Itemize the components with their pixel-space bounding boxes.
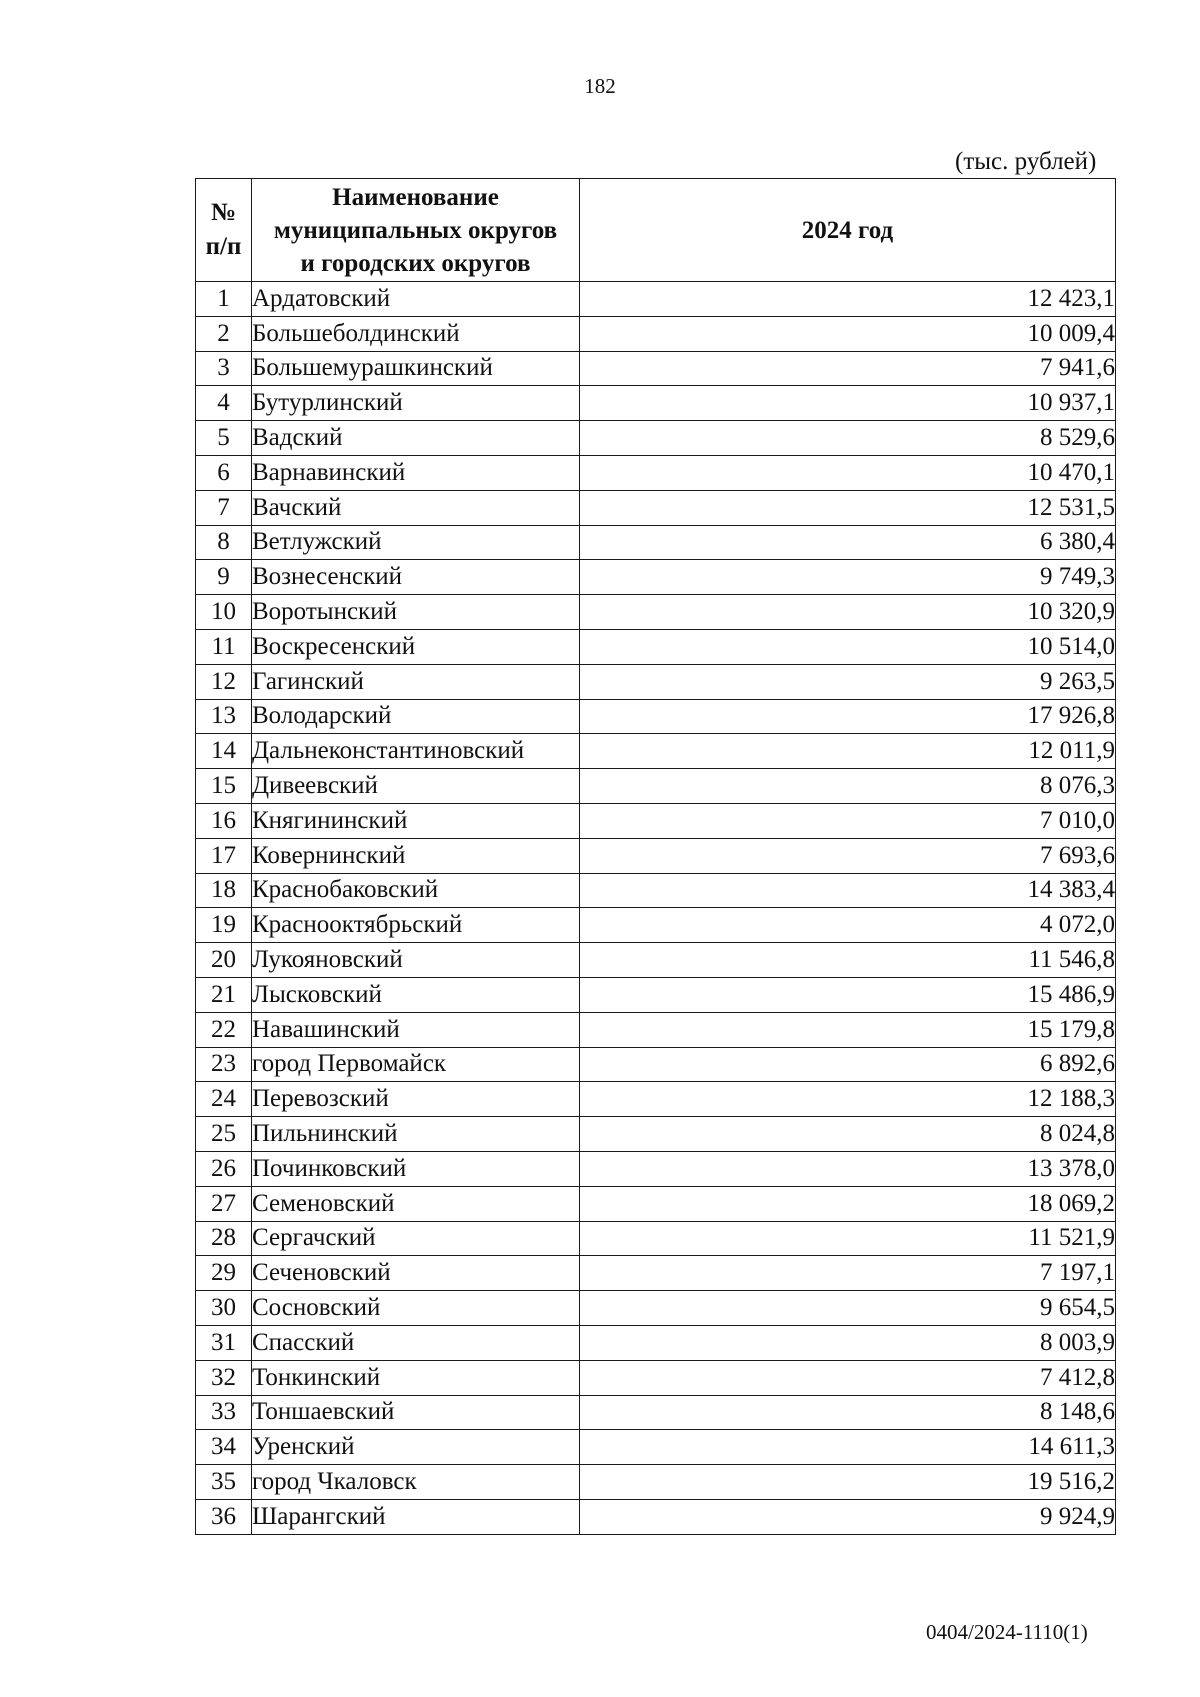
- row-value: 9 263,5: [580, 664, 1116, 699]
- table-row: [196, 1082, 1116, 1117]
- row-value: 11 546,8: [580, 943, 1116, 978]
- table-header: [196, 179, 1116, 282]
- header-value: 2024 год: [580, 179, 1116, 282]
- row-number: 5: [196, 421, 252, 456]
- row-value: 14 611,3: [580, 1430, 1116, 1465]
- row-name: Спасский: [252, 1325, 580, 1360]
- table-row: [196, 1430, 1116, 1465]
- table-row: [196, 490, 1116, 525]
- row-name: Перевозский: [252, 1082, 580, 1117]
- row-number: 15: [196, 769, 252, 804]
- row-name: Вачский: [252, 490, 580, 525]
- row-value: 9 654,5: [580, 1291, 1116, 1326]
- row-name: Большемурашкинский: [252, 351, 580, 386]
- table-row: [196, 1186, 1116, 1221]
- row-name: Дивеевский: [252, 769, 580, 804]
- row-number: 13: [196, 699, 252, 734]
- row-value: 8 529,6: [580, 421, 1116, 456]
- document-code: 0404/2024-1110(1): [926, 1620, 1088, 1644]
- row-name: Шарангский: [252, 1499, 580, 1534]
- row-number: 23: [196, 1047, 252, 1082]
- header-name: [252, 179, 580, 282]
- table-row: [196, 1395, 1116, 1430]
- budget-table: [195, 178, 1116, 1535]
- header-num-line: №: [210, 199, 237, 226]
- table-row: [196, 1151, 1116, 1186]
- row-value: 10 514,0: [580, 629, 1116, 664]
- row-number: 11: [196, 629, 252, 664]
- row-number: 8: [196, 525, 252, 560]
- row-number: 30: [196, 1291, 252, 1326]
- row-value: 13 378,0: [580, 1151, 1116, 1186]
- header-num-line: п/п: [205, 233, 242, 260]
- row-number: 26: [196, 1151, 252, 1186]
- row-number: 33: [196, 1395, 252, 1430]
- table-row: [196, 943, 1116, 978]
- row-number: 28: [196, 1221, 252, 1256]
- table-row: [196, 1465, 1116, 1500]
- row-name: Уренский: [252, 1430, 580, 1465]
- row-number: 16: [196, 803, 252, 838]
- table-row: [196, 908, 1116, 943]
- row-value: 9 749,3: [580, 560, 1116, 595]
- row-value: 12 423,1: [580, 282, 1116, 317]
- row-number: 4: [196, 386, 252, 421]
- table-row: [196, 1047, 1116, 1082]
- row-name: Большеболдинский: [252, 316, 580, 351]
- row-value: 4 072,0: [580, 908, 1116, 943]
- table-row: [196, 421, 1116, 456]
- table-row: [196, 838, 1116, 873]
- row-name: Княгининский: [252, 803, 580, 838]
- row-number: 6: [196, 455, 252, 490]
- table-body: [196, 282, 1116, 1535]
- row-name: Лысковский: [252, 977, 580, 1012]
- row-value: 12 531,5: [580, 490, 1116, 525]
- row-name: Ветлужский: [252, 525, 580, 560]
- row-number: 12: [196, 664, 252, 699]
- row-number: 20: [196, 943, 252, 978]
- table-row: [196, 873, 1116, 908]
- row-number: 1: [196, 282, 252, 317]
- row-value: 15 179,8: [580, 1012, 1116, 1047]
- row-name: Сеченовский: [252, 1256, 580, 1291]
- header-name-line: Наименование: [332, 183, 499, 211]
- row-value: 9 924,9: [580, 1499, 1116, 1534]
- row-name: Воротынский: [252, 595, 580, 630]
- table-row: [196, 977, 1116, 1012]
- row-number: 2: [196, 316, 252, 351]
- row-value: 7 412,8: [580, 1360, 1116, 1395]
- row-number: 18: [196, 873, 252, 908]
- table-row: [196, 595, 1116, 630]
- table-row: [196, 316, 1116, 351]
- table-row: [196, 560, 1116, 595]
- row-name: Володарский: [252, 699, 580, 734]
- row-name: Лукояновский: [252, 943, 580, 978]
- row-name: Починковский: [252, 1151, 580, 1186]
- table-row: [196, 664, 1116, 699]
- row-number: 10: [196, 595, 252, 630]
- table-row: [196, 734, 1116, 769]
- table-row: [196, 1117, 1116, 1152]
- table-row: [196, 386, 1116, 421]
- row-name: Ковернинский: [252, 838, 580, 873]
- row-name: Краснооктябрьский: [252, 908, 580, 943]
- row-value: 10 470,1: [580, 455, 1116, 490]
- row-number: 9: [196, 560, 252, 595]
- row-name: Ардатовский: [252, 282, 580, 317]
- row-number: 24: [196, 1082, 252, 1117]
- row-value: 8 076,3: [580, 769, 1116, 804]
- table-row: [196, 629, 1116, 664]
- table-row: [196, 455, 1116, 490]
- header-row: [196, 179, 1116, 282]
- row-value: 7 010,0: [580, 803, 1116, 838]
- row-value: 14 383,4: [580, 873, 1116, 908]
- row-number: 32: [196, 1360, 252, 1395]
- row-value: 12 188,3: [580, 1082, 1116, 1117]
- row-value: 7 197,1: [580, 1256, 1116, 1291]
- table-row: [196, 803, 1116, 838]
- row-number: 22: [196, 1012, 252, 1047]
- row-name: Вознесенский: [252, 560, 580, 595]
- row-value: 17 926,8: [580, 699, 1116, 734]
- row-name: Сергачский: [252, 1221, 580, 1256]
- row-name: город Первомайск: [252, 1047, 580, 1082]
- row-value: 19 516,2: [580, 1465, 1116, 1500]
- row-name: Краснобаковский: [252, 873, 580, 908]
- page-number: 182: [584, 74, 616, 98]
- header-name-line: муниципальных округов: [273, 216, 558, 244]
- row-number: 35: [196, 1465, 252, 1500]
- table-row: [196, 769, 1116, 804]
- row-name: Пильнинский: [252, 1117, 580, 1152]
- table-row: [196, 1221, 1116, 1256]
- table-row: [196, 1256, 1116, 1291]
- table-row: [196, 1325, 1116, 1360]
- row-number: 21: [196, 977, 252, 1012]
- row-number: 19: [196, 908, 252, 943]
- table-row: [196, 699, 1116, 734]
- table-row: [196, 1499, 1116, 1534]
- row-name: Навашинский: [252, 1012, 580, 1047]
- row-number: 27: [196, 1186, 252, 1221]
- row-value: 10 009,4: [580, 316, 1116, 351]
- table-row: [196, 1291, 1116, 1326]
- row-name: Варнавинский: [252, 455, 580, 490]
- row-value: 15 486,9: [580, 977, 1116, 1012]
- row-name: Бутурлинский: [252, 386, 580, 421]
- header-name-line: и городских округов: [300, 249, 531, 277]
- row-number: 25: [196, 1117, 252, 1152]
- row-name: Дальнеконстантиновский: [252, 734, 580, 769]
- row-value: 10 937,1: [580, 386, 1116, 421]
- table-row: [196, 1360, 1116, 1395]
- header-num: [196, 179, 252, 282]
- unit-note: (тыс. рублей): [955, 148, 1097, 175]
- row-value: 12 011,9: [580, 734, 1116, 769]
- row-value: 8 024,8: [580, 1117, 1116, 1152]
- row-number: 3: [196, 351, 252, 386]
- row-value: 6 380,4: [580, 525, 1116, 560]
- row-name: Вадский: [252, 421, 580, 456]
- table-row: [196, 1012, 1116, 1047]
- row-name: Семеновский: [252, 1186, 580, 1221]
- row-number: 34: [196, 1430, 252, 1465]
- row-number: 7: [196, 490, 252, 525]
- row-number: 29: [196, 1256, 252, 1291]
- row-value: 11 521,9: [580, 1221, 1116, 1256]
- row-number: 17: [196, 838, 252, 873]
- row-value: 7 693,6: [580, 838, 1116, 873]
- row-name: Тоншаевский: [252, 1395, 580, 1430]
- table-row: [196, 351, 1116, 386]
- row-number: 36: [196, 1499, 252, 1534]
- table-row: [196, 282, 1116, 317]
- row-name: Сосновский: [252, 1291, 580, 1326]
- row-number: 31: [196, 1325, 252, 1360]
- table-row: [196, 525, 1116, 560]
- row-value: 8 148,6: [580, 1395, 1116, 1430]
- row-name: Гагинский: [252, 664, 580, 699]
- row-value: 7 941,6: [580, 351, 1116, 386]
- row-name: город Чкаловск: [252, 1465, 580, 1500]
- row-value: 10 320,9: [580, 595, 1116, 630]
- row-number: 14: [196, 734, 252, 769]
- row-name: Тонкинский: [252, 1360, 580, 1395]
- row-value: 18 069,2: [580, 1186, 1116, 1221]
- row-value: 6 892,6: [580, 1047, 1116, 1082]
- row-name: Воскресенский: [252, 629, 580, 664]
- row-value: 8 003,9: [580, 1325, 1116, 1360]
